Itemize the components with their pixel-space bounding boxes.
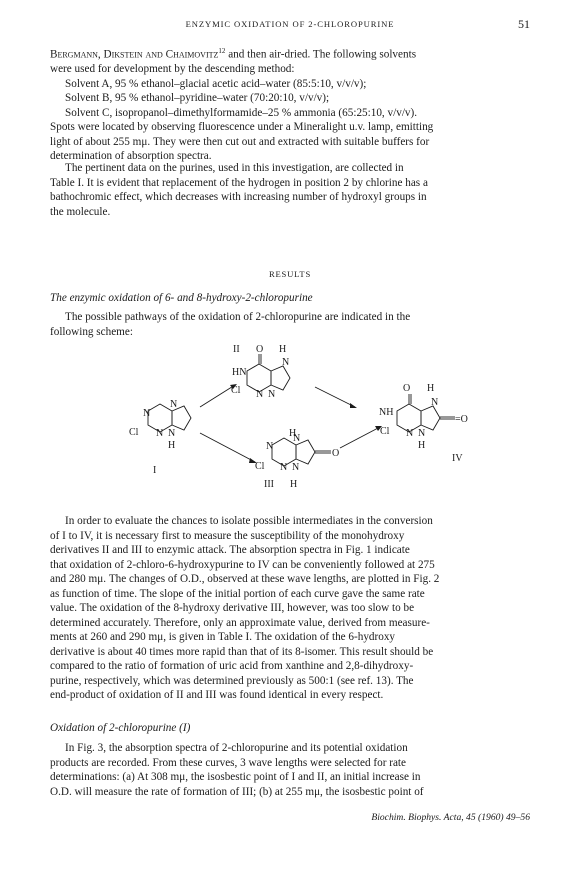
main-line-7: value. The oxidation of the 8-hydroxy derivative III, however, was too slow to be [50, 602, 415, 614]
atom-h: H [289, 428, 297, 439]
atom-o: O [403, 383, 411, 394]
atom-n: N [280, 462, 288, 473]
atom-nh: NH [379, 407, 394, 418]
atom-o: O [332, 448, 340, 459]
main-line-11: compared to the ratio of formation of uric acid from xanthine and 2,8-dihydroxy- [50, 660, 414, 672]
atom-h: H [168, 440, 176, 451]
atom-o: O [256, 345, 264, 355]
results-heading: RESULTS [268, 269, 312, 279]
fig3-line-4: O.D. will measure the rate of formation of III; (b) at 255 mμ, the isosbestic point of [50, 785, 424, 798]
main-line-2: of I to IV, it is necessary first to measure the susceptibility of the monohydroxy [50, 529, 405, 542]
atom-h: H [418, 440, 426, 451]
pertinent-line-3: bathochromic effect, which decreases with increasing number of hydroxyl groups in [50, 191, 427, 203]
pathways-line-1: The possible pathways of the oxidation of 2-chloropurine are indicated in the [65, 311, 411, 323]
fig3-line-2: products are recorded. From these curves, 3 wave lengths were selected for rate [50, 756, 406, 769]
solvent-b: Solvent B, 95 % ethanol–pyridine–water (70:20:10, v/v/v); [65, 92, 330, 105]
atom-cl: Cl [129, 427, 139, 438]
atom-hn: HN [232, 367, 247, 378]
main-line-12: purine, respectively, which was determined previously as 500:1 (see ref. 13). The [50, 674, 414, 687]
atom-cl: Cl [255, 461, 265, 472]
page-number: 51 [518, 17, 530, 31]
intro-line-2: were used for development by the descending method: [50, 63, 295, 76]
solvent-a: Solvent A, 95 % ethanol–glacial acetic acid–water (85:5:10, v/v/v); [65, 77, 367, 90]
atom-cl: Cl [231, 385, 241, 396]
atom-h: H [279, 345, 287, 355]
pertinent-line-4: the molecule. [50, 205, 111, 218]
spots-line-1: Spots were located by observing fluorescence under a Mineralight u.v. lamp, emitting [50, 121, 434, 134]
atom-n: N [282, 357, 290, 368]
atom-cl: Cl [380, 426, 390, 437]
intro-line-1 [50, 44, 530, 62]
main-line-10: derivative is about 40 times more rapid than that of its 8-isomer. This result should be [50, 645, 434, 658]
atom-n: N [406, 428, 414, 439]
pathways-paragraph [50, 310, 530, 339]
running-head [50, 19, 530, 33]
fig3-line-1: In Fig. 3, the absorption spectra of 2-chloropurine and its potential oxidation [65, 742, 408, 754]
atom-n: N [168, 428, 176, 439]
compound-label-i: I [153, 465, 157, 476]
subheading-oxidation-2-chloropurine: Oxidation of 2-chloropurine (I) [50, 722, 191, 734]
pertinent-line-1: The pertinent data on the purines, used in this investigation, are collected in [65, 162, 404, 174]
pertinent-line-2: Table I. It is evident that replacement of the hydrogen in position 2 by chlorine has a [50, 176, 428, 189]
subheading-enzymic-oxidation: The enzymic oxidation of 6- and 8-hydroxy-2-chloropurine [50, 292, 313, 304]
atom-h: H [290, 479, 298, 490]
pertinent-paragraph [50, 161, 530, 219]
atom-n: N [268, 389, 276, 400]
fig3-line-3: determinations: (a) At 308 mμ, the isosbestic point of I and II, an initial increase in [50, 771, 421, 783]
atom-h: H [427, 383, 435, 394]
compound-label-ii: II [233, 345, 240, 355]
atom-n: N [292, 462, 300, 473]
atom-n: N [431, 397, 439, 408]
intro-block [50, 44, 530, 164]
atom-n: N [418, 428, 426, 439]
compound-label-iii: III [264, 479, 274, 490]
solvent-c: Solvent C, isopropanol–dimethylformamide–25 % ammonia (65:25:10, v/v/v). [65, 106, 418, 119]
reference-superscript: 12 [218, 47, 226, 55]
atom-n: N [256, 389, 264, 400]
main-line-13: end-product of oxidation of II and III was found identical in every respect. [50, 689, 384, 701]
author-names: Bergmann, Dikstein and Chaimovitz [50, 48, 219, 61]
atom-n: N [143, 408, 151, 419]
atom-n: N [266, 441, 274, 452]
main-paragraph [50, 514, 530, 703]
compound-label-iv: IV [452, 453, 463, 464]
atom-n: N [156, 428, 164, 439]
atom-eq-o: =O [455, 414, 468, 425]
spots-line-3: determination of absorption spectra. [50, 150, 212, 163]
main-line-5: and 280 mμ. The changes of O.D., observed at these wave lengths, are plotted in Fig. 2 [50, 573, 440, 585]
running-head-title: ENZYMIC OXIDATION OF 2-CHLOROPURINE [185, 19, 395, 29]
atom-n: N [293, 433, 301, 444]
main-line-6: as function of time. The slope of the initial portion of each curve gave the same rate [50, 587, 425, 600]
main-line-4: that oxidation of 2-chloro-6-hydroxypurine to IV can be conveniently followed at 275 [50, 558, 435, 571]
oxidation-scheme [50, 345, 530, 505]
pathways-line-2: following scheme: [50, 325, 133, 338]
spots-line-2: light of about 255 mμ. They were then cut out and extracted with suitable buffers for [50, 135, 430, 148]
intro-line-1-text: and then air-dried. The following solvents [228, 48, 417, 61]
main-line-3: derivatives II and III to enzymic attack. The absorption spectra in Fig. 1 indicate [50, 544, 410, 556]
journal-footer: Biochim. Biophys. Acta, 45 (1960) 49–56 [371, 812, 530, 823]
main-line-1: In order to evaluate the chances to isolate possible intermediates in the conversion [65, 515, 433, 527]
main-line-8: determined accurately. Therefore, only an approximate value, derived from measure- [50, 616, 430, 629]
fig3-paragraph [50, 741, 530, 799]
atom-n: N [170, 399, 178, 410]
main-line-9: ments at 260 and 290 mμ, is given in Table I. The oxidation of the 6-hydroxy [50, 631, 396, 643]
